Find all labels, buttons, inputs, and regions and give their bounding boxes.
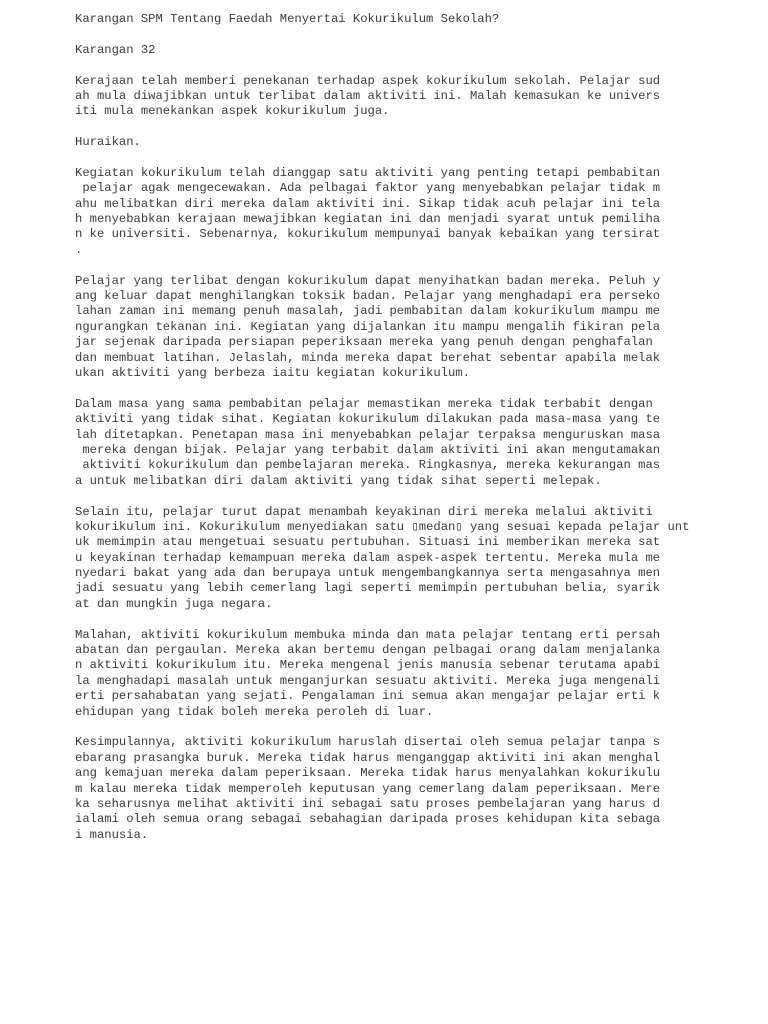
document-subtitle: Karangan 32 bbox=[75, 42, 156, 57]
document-page bbox=[75, 12, 755, 858]
text-line: abatan dan pergaulan. Mereka akan bertemu dengan pelbagai orang dalam menjalanka bbox=[75, 643, 661, 658]
text-line: mereka dengan bijak. Pelajar yang terbabit dalam aktiviti ini akan mengutamakan bbox=[75, 442, 661, 457]
text-line: Malahan, aktiviti kokurikulum membuka minda dan mata pelajar tentang erti persah bbox=[75, 627, 661, 642]
paragraph bbox=[75, 166, 755, 258]
text-line: ang keluar dapat menghilangkan toksik badan. Pelajar yang menghadapi era perseko bbox=[75, 289, 661, 304]
text-line: Kegiatan kokurikulum telah dianggap satu aktiviti yang penting tetapi pembabitan bbox=[75, 165, 661, 180]
text-line: Pelajar yang terlibat dengan kokurikulum dapat menyihatkan badan mereka. Peluh y bbox=[75, 273, 661, 288]
text-line: h menyebabkan kerajaan mewajibkan kegiatan ini dan menjadi syarat untuk pemiliha bbox=[75, 212, 661, 227]
text-line: Kerajaan telah memberi penekanan terhadap aspek kokurikulum sekolah. Pelajar sud bbox=[75, 73, 661, 88]
text-line: Huraikan. bbox=[75, 135, 141, 150]
text-line: at dan mungkin juga negara. bbox=[75, 596, 273, 611]
text-line: . bbox=[75, 242, 83, 257]
text-line: aktiviti kokurikulum dan pembelajaran mereka. Ringkasnya, mereka kekurangan mas bbox=[75, 458, 661, 473]
paragraph bbox=[75, 735, 755, 843]
text-line: dan membuat latihan. Jelaslah, minda mereka dapat berehat sebentar apabila melak bbox=[75, 350, 661, 365]
paragraph bbox=[75, 505, 755, 613]
text-line: uk memimpin atau mengetuai sesuatu pertubuhan. Situasi ini memberikan mereka sat bbox=[75, 535, 661, 550]
text-line: ang kemajuan mereka dalam peperiksaan. Mereka tidak harus menyalahkan kokurikulu bbox=[75, 766, 661, 781]
paragraph bbox=[75, 397, 755, 489]
document-body bbox=[75, 74, 755, 844]
text-line: ebarang prasangka buruk. Mereka tidak harus menganggap aktiviti ini akan menghal bbox=[75, 750, 661, 765]
text-line: jar sejenak daripada persiapan peperiksaan mereka yang penuh dengan penghafalan bbox=[75, 335, 653, 350]
text-line: lah ditetapkan. Penetapan masa ini menyebabkan pelajar terpaksa menguruskan masa bbox=[75, 427, 661, 442]
text-line: ngurangkan tekanan ini. Kegiatan yang dijalankan itu mampu mengalih fikiran pela bbox=[75, 319, 661, 334]
text-line: Selain itu, pelajar turut dapat menambah keyakinan diri mereka melalui aktiviti bbox=[75, 504, 653, 519]
text-line: ukan aktiviti yang berbeza iaitu kegiatan kokurikulum. bbox=[75, 365, 470, 380]
text-line: aktiviti yang tidak sihat. Kegiatan kokurikulum dilakukan pada masa-masa yang te bbox=[75, 412, 661, 427]
text-line: Dalam masa yang sama pembabitan pelajar memastikan mereka tidak terbabit dengan bbox=[75, 396, 653, 411]
text-line: la menghadapi masalah untuk menganjurkan sesuatu aktiviti. Mereka juga mengenali bbox=[75, 673, 661, 688]
text-line: ehidupan yang tidak boleh mereka peroleh di luar. bbox=[75, 704, 434, 719]
text-line: a untuk melibatkan diri dalam aktiviti yang tidak sihat seperti melepak. bbox=[75, 473, 602, 488]
text-line: n ke universiti. Sebenarnya, kokurikulum mempunyai banyak kebaikan yang tersirat bbox=[75, 227, 661, 242]
document-title: Karangan SPM Tentang Faedah Menyertai Kokurikulum Sekolah? bbox=[75, 12, 500, 26]
text-line: i manusia. bbox=[75, 827, 149, 842]
text-line: lahan zaman ini memang penuh masalah, jadi pembabitan dalam kokurikulum mampu me bbox=[75, 304, 661, 319]
paragraph bbox=[75, 628, 755, 720]
text-line: iti mula menekankan aspek kokurikulum juga. bbox=[75, 104, 390, 119]
paragraph bbox=[75, 274, 755, 382]
text-line: kokurikulum ini. Kokurikulum menyediakan satu ▯medan▯ yang sesuai kepada pelajar unt bbox=[75, 519, 690, 534]
text-line: jadi sesuatu yang lebih cemerlang lagi seperti memimpin pertubuhan belia, syarik bbox=[75, 581, 661, 596]
text-line: pelajar agak mengecewakan. Ada pelbagai faktor yang menyebabkan pelajar tidak m bbox=[75, 181, 661, 196]
paragraph bbox=[75, 135, 755, 150]
text-line: m kalau mereka tidak memperoleh keputusan yang cemerlang dalam peperiksaan. Mere bbox=[75, 781, 661, 796]
text-line: ah mula diwajibkan untuk terlibat dalam aktiviti ini. Malah kemasukan ke univers bbox=[75, 88, 661, 103]
text-line: Kesimpulannya, aktiviti kokurikulum haruslah disertai oleh semua pelajar tanpa s bbox=[75, 735, 661, 750]
text-line: n aktiviti kokurikulum itu. Mereka mengenal jenis manusia sebenar terutama apabi bbox=[75, 658, 661, 673]
text-line: nyedari bakat yang ada dan berupaya untuk mengembangkannya serta mengasahnya men bbox=[75, 566, 661, 581]
paragraph bbox=[75, 74, 755, 120]
text-line: u keyakinan terhadap kemampuan mereka dalam aspek-aspek tertentu. Mereka mula me bbox=[75, 550, 661, 565]
text-line: ialami oleh semua orang sebagai sebahagian daripada proses kehidupan kita sebaga bbox=[75, 812, 661, 827]
text-line: ahu melibatkan diri mereka dalam aktiviti ini. Sikap tidak acuh pelajar ini tela bbox=[75, 196, 661, 211]
text-line: erti persahabatan yang sejati. Pengalaman ini semua akan mengajar pelajar erti k bbox=[75, 689, 661, 704]
text-line: ka seharusnya melihat aktiviti ini sebagai satu proses pembelajaran yang harus d bbox=[75, 796, 661, 811]
